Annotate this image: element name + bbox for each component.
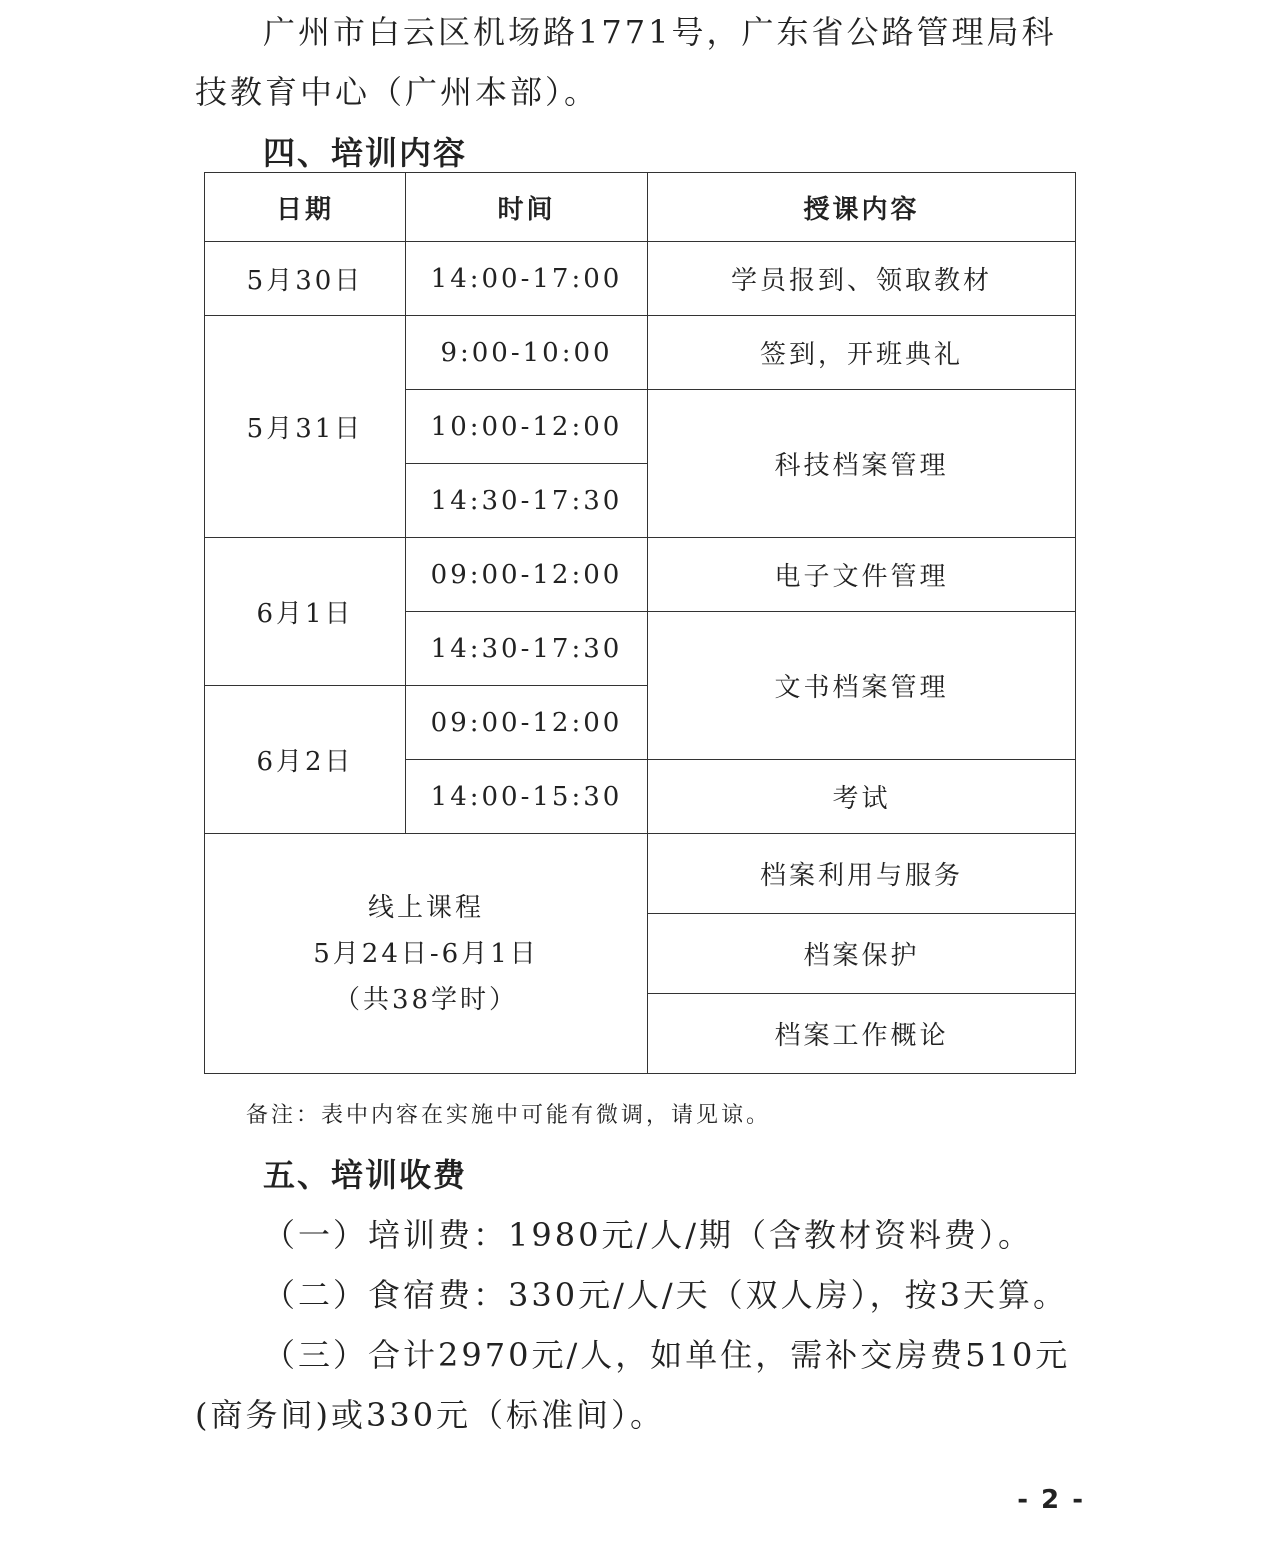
- date-cell: 6月2日: [205, 686, 406, 834]
- online-course-hours: （共38学时）: [333, 984, 519, 1015]
- date-cell: 5月31日: [205, 316, 406, 538]
- time-cell: 09:00-12:00: [406, 686, 648, 760]
- content-cell: 学员报到、领取教材: [648, 242, 1076, 316]
- training-schedule-table: [204, 172, 1076, 1074]
- section-heading-training-content: 四、培训内容: [263, 134, 468, 172]
- header-time: 时间: [406, 173, 648, 242]
- fee-item: （二）食宿费：330元/人/天（双人房），按3天算。: [263, 1276, 1069, 1314]
- content-cell: 档案利用与服务: [648, 834, 1076, 914]
- section-heading-training-fees: 五、培训收费: [263, 1156, 468, 1194]
- time-cell: 14:00-17:00: [406, 242, 648, 316]
- date-cell: 5月30日: [205, 242, 406, 316]
- time-cell: 14:00-15:30: [406, 760, 648, 834]
- table-header-row: [205, 173, 1076, 242]
- content-cell: 档案工作概论: [648, 994, 1076, 1074]
- table-row: [205, 316, 1076, 390]
- page-number: - 2 -: [1017, 1485, 1085, 1515]
- content-cell: 文书档案管理: [648, 612, 1076, 760]
- content-cell: 签到，开班典礼: [648, 316, 1076, 390]
- time-cell: 10:00-12:00: [406, 390, 648, 464]
- table-note: 备注：表中内容在实施中可能有微调，请见谅。: [246, 1103, 772, 1128]
- online-course-label: 线上课程: [367, 892, 484, 923]
- fee-item: （一）培训费：1980元/人/期（含教材资料费）。: [263, 1216, 1034, 1254]
- header-date: 日期: [205, 173, 406, 242]
- content-cell: 考试: [648, 760, 1076, 834]
- content-cell: 档案保护: [648, 914, 1076, 994]
- table-row: [205, 242, 1076, 316]
- online-course-dates: 5月24日-6月1日: [313, 938, 539, 969]
- online-course-cell: [205, 834, 648, 1074]
- fee-item: （三）合计2970元/人，如单住，需补交房费510元(商务间)或330元（标准间）。: [195, 1336, 1071, 1434]
- time-cell: 09:00-12:00: [406, 538, 648, 612]
- content-cell: 电子文件管理: [648, 538, 1076, 612]
- table-row: [205, 538, 1076, 612]
- time-cell: 14:30-17:30: [406, 464, 648, 538]
- header-content: 授课内容: [648, 173, 1076, 242]
- content-cell: 科技档案管理: [648, 390, 1076, 538]
- date-cell: 6月1日: [205, 538, 406, 686]
- time-cell: 9:00-10:00: [406, 316, 648, 390]
- intro-paragraph: 广州市白云区机场路1771号，广东省公路管理局科技教育中心（广州本部）。: [195, 13, 1057, 111]
- table-row: [205, 834, 1076, 914]
- time-cell: 14:30-17:30: [406, 612, 648, 686]
